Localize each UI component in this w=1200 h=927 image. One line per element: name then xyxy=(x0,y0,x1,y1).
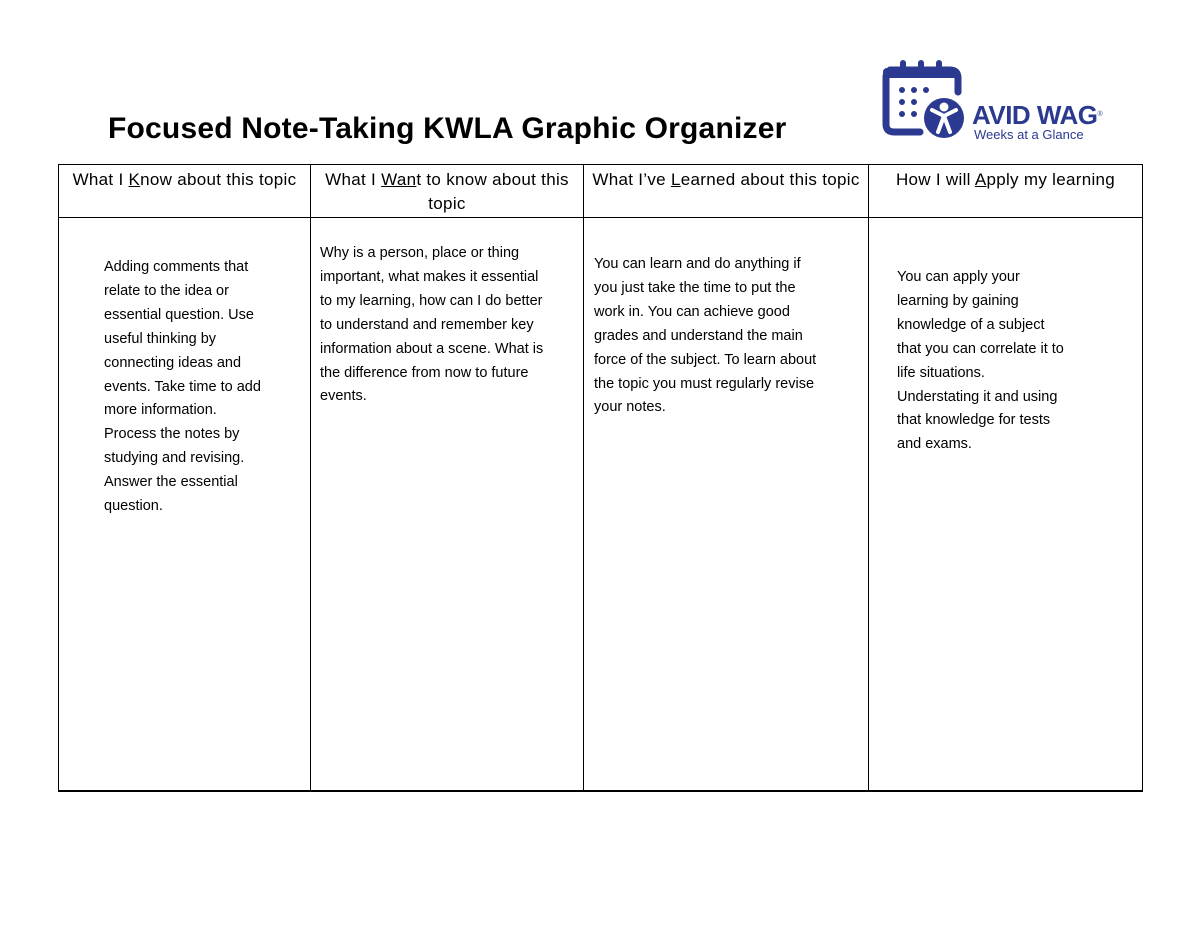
cell-know xyxy=(59,218,311,792)
page-title: Focused Note-Taking KWLA Graphic Organizer xyxy=(108,112,787,145)
cell-want xyxy=(311,218,584,792)
avid-wag-logo xyxy=(880,58,1103,144)
header-learned: What I’ve Learned about this topic xyxy=(584,165,869,218)
apply-notes: You can apply your learning by gaining knowledge of a subject that you can correlate it to life situations. Understating it and using that knowledge for tests and exams. xyxy=(897,269,1064,453)
header-apply: How I will Apply my learning xyxy=(869,165,1143,218)
cell-learned xyxy=(584,218,869,792)
logo-tagline: Weeks at a Glance xyxy=(974,127,1084,142)
learned-notes: You can learn and do anything if you just take the time to put the work in. You can achieve good grades and understand the main force of the subject. To learn about the topic you must regularly revise your notes. xyxy=(594,256,817,416)
kwla-table xyxy=(58,164,1143,792)
want-notes: Why is a person, place or thing important, what makes it essential to my learning, how can I do better to understand and remember key information about a scene. What is the difference from now to future events. xyxy=(320,245,544,405)
header-want: What I Want to know about this topic xyxy=(311,165,584,218)
header-know: What I Know about this topic xyxy=(59,165,311,218)
know-notes: Adding comments that relate to the idea or essential question. Use useful thinking by connecting ideas and events. Take time to add more information. Process the notes by studying and revising. Answer the essential question. xyxy=(104,259,261,515)
cell-apply xyxy=(869,218,1143,792)
content-row xyxy=(59,218,1143,792)
header-row xyxy=(59,165,1143,218)
logo-title: AVID WAG® xyxy=(972,100,1103,130)
calendar-person-icon xyxy=(880,58,972,140)
